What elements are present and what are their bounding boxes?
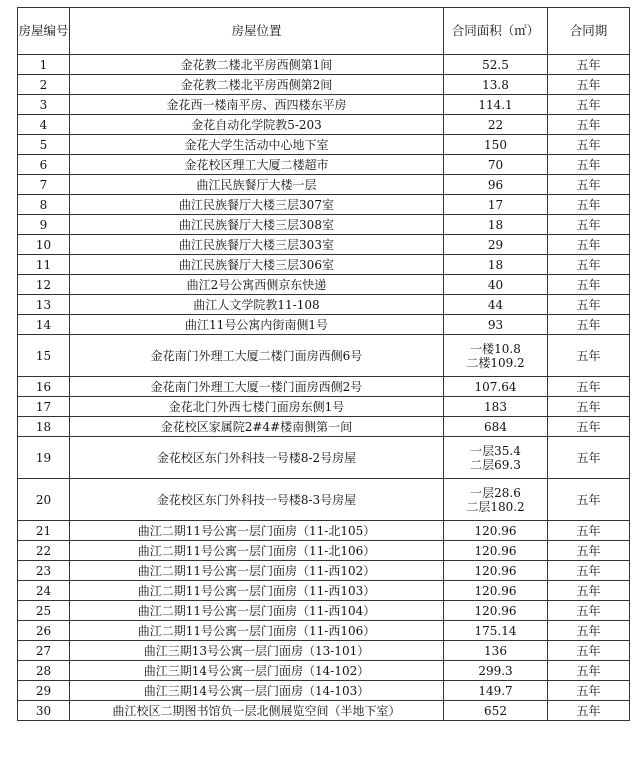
table-row bbox=[18, 135, 630, 155]
cell-room-location: 金花大学生活动中心地下室 bbox=[70, 135, 444, 155]
cell-contract-term: 五年 bbox=[548, 661, 630, 681]
cell-contract-area bbox=[444, 175, 548, 195]
cell-room-number: 19 bbox=[18, 437, 70, 479]
table-row bbox=[18, 235, 630, 255]
area-value: 一层28.6 bbox=[470, 485, 521, 500]
table-row bbox=[18, 437, 630, 479]
area-value: 299.3 bbox=[478, 663, 513, 678]
cell-contract-term: 五年 bbox=[548, 335, 630, 377]
table-body bbox=[18, 55, 630, 721]
cell-room-number: 25 bbox=[18, 601, 70, 621]
cell-room-number: 2 bbox=[18, 75, 70, 95]
cell-room-location: 金花南门外理工大厦一楼门面房西侧2号 bbox=[70, 377, 444, 397]
cell-room-location: 曲江民族餐厅大楼三层303室 bbox=[70, 235, 444, 255]
table-row bbox=[18, 295, 630, 315]
area-value: 149.7 bbox=[478, 683, 513, 698]
table-row bbox=[18, 581, 630, 601]
cell-contract-term: 五年 bbox=[548, 275, 630, 295]
cell-contract-term: 五年 bbox=[548, 541, 630, 561]
cell-contract-term: 五年 bbox=[548, 95, 630, 115]
cell-contract-area bbox=[444, 235, 548, 255]
cell-room-number: 24 bbox=[18, 581, 70, 601]
area-value: 93 bbox=[487, 317, 504, 332]
cell-room-number: 12 bbox=[18, 275, 70, 295]
lease-table bbox=[17, 7, 630, 721]
cell-contract-term: 五年 bbox=[548, 175, 630, 195]
cell-room-number: 15 bbox=[18, 335, 70, 377]
table-row bbox=[18, 75, 630, 95]
cell-contract-area bbox=[444, 541, 548, 561]
cell-contract-term: 五年 bbox=[548, 235, 630, 255]
table-row bbox=[18, 621, 630, 641]
cell-contract-term: 五年 bbox=[548, 255, 630, 275]
cell-room-location: 曲江人文学院教11-108 bbox=[70, 295, 444, 315]
area-value: 44 bbox=[487, 297, 504, 312]
cell-contract-area bbox=[444, 661, 548, 681]
cell-contract-area bbox=[444, 479, 548, 521]
cell-room-location: 曲江二期11号公寓一层门面房（11-西102） bbox=[70, 561, 444, 581]
cell-contract-term: 五年 bbox=[548, 681, 630, 701]
table-row bbox=[18, 95, 630, 115]
cell-contract-term: 五年 bbox=[548, 641, 630, 661]
cell-room-number: 27 bbox=[18, 641, 70, 661]
cell-room-number: 20 bbox=[18, 479, 70, 521]
table-row bbox=[18, 701, 630, 721]
cell-room-number: 3 bbox=[18, 95, 70, 115]
cell-contract-area bbox=[444, 561, 548, 581]
cell-contract-term: 五年 bbox=[548, 215, 630, 235]
cell-contract-term: 五年 bbox=[548, 437, 630, 479]
cell-contract-area bbox=[444, 701, 548, 721]
header-room-location: 房屋位置 bbox=[70, 8, 444, 55]
table-row bbox=[18, 561, 630, 581]
area-value: 29 bbox=[487, 237, 504, 252]
cell-room-number: 29 bbox=[18, 681, 70, 701]
table-row bbox=[18, 397, 630, 417]
cell-contract-term: 五年 bbox=[548, 561, 630, 581]
area-value: 一层35.4 bbox=[470, 443, 521, 458]
cell-room-location: 曲江民族餐厅大楼三层307室 bbox=[70, 195, 444, 215]
cell-room-number: 21 bbox=[18, 521, 70, 541]
cell-room-number: 8 bbox=[18, 195, 70, 215]
cell-room-location: 曲江校区二期图书馆负一层北侧展览空间（半地下室） bbox=[70, 701, 444, 721]
area-value: 17 bbox=[487, 197, 504, 212]
cell-contract-area bbox=[444, 581, 548, 601]
cell-room-number: 7 bbox=[18, 175, 70, 195]
table-row bbox=[18, 661, 630, 681]
cell-contract-area bbox=[444, 417, 548, 437]
cell-room-location: 金花西一楼南平房、西四楼东平房 bbox=[70, 95, 444, 115]
cell-contract-term: 五年 bbox=[548, 601, 630, 621]
table-row bbox=[18, 377, 630, 397]
cell-contract-area bbox=[444, 377, 548, 397]
table-row bbox=[18, 175, 630, 195]
cell-contract-area bbox=[444, 215, 548, 235]
area-value: 175.14 bbox=[474, 623, 517, 638]
cell-room-number: 13 bbox=[18, 295, 70, 315]
area-value: 二层69.3 bbox=[470, 457, 521, 472]
cell-room-number: 9 bbox=[18, 215, 70, 235]
area-value: 684 bbox=[484, 419, 507, 434]
cell-contract-area bbox=[444, 397, 548, 417]
area-value: 120.96 bbox=[474, 583, 517, 598]
cell-room-location: 金花北门外西七楼门面房东侧1号 bbox=[70, 397, 444, 417]
area-value: 120.96 bbox=[474, 563, 517, 578]
cell-room-location: 金花教二楼北平房西侧第2间 bbox=[70, 75, 444, 95]
cell-contract-term: 五年 bbox=[548, 115, 630, 135]
cell-room-location: 曲江二期11号公寓一层门面房（11-北105） bbox=[70, 521, 444, 541]
table-row bbox=[18, 275, 630, 295]
cell-room-location: 曲江二期11号公寓一层门面房（11-西106） bbox=[70, 621, 444, 641]
cell-room-number: 23 bbox=[18, 561, 70, 581]
table-row bbox=[18, 195, 630, 215]
cell-contract-term: 五年 bbox=[548, 397, 630, 417]
table-row bbox=[18, 417, 630, 437]
table-header-row bbox=[18, 8, 630, 55]
cell-room-location: 金花南门外理工大厦二楼门面房西侧6号 bbox=[70, 335, 444, 377]
table-row bbox=[18, 335, 630, 377]
header-contract-area: 合同面积（㎡） bbox=[444, 8, 548, 55]
cell-room-number: 6 bbox=[18, 155, 70, 175]
table-row bbox=[18, 541, 630, 561]
cell-room-location: 曲江三期14号公寓一层门面房（14-103） bbox=[70, 681, 444, 701]
cell-contract-term: 五年 bbox=[548, 155, 630, 175]
cell-room-location: 金花校区东门外科技一号楼8-2号房屋 bbox=[70, 437, 444, 479]
table-row bbox=[18, 479, 630, 521]
table-row bbox=[18, 521, 630, 541]
area-value: 183 bbox=[484, 399, 507, 414]
area-value: 120.96 bbox=[474, 543, 517, 558]
cell-contract-area bbox=[444, 437, 548, 479]
cell-contract-term: 五年 bbox=[548, 55, 630, 75]
table-row bbox=[18, 115, 630, 135]
cell-room-number: 14 bbox=[18, 315, 70, 335]
cell-contract-area bbox=[444, 295, 548, 315]
cell-contract-term: 五年 bbox=[548, 377, 630, 397]
area-value: 40 bbox=[487, 277, 504, 292]
cell-room-number: 11 bbox=[18, 255, 70, 275]
cell-room-number: 16 bbox=[18, 377, 70, 397]
area-value: 13.8 bbox=[482, 77, 509, 92]
cell-room-number: 1 bbox=[18, 55, 70, 75]
area-value: 120.96 bbox=[474, 603, 517, 618]
cell-contract-area bbox=[444, 315, 548, 335]
cell-contract-term: 五年 bbox=[548, 701, 630, 721]
area-value: 136 bbox=[484, 643, 507, 658]
cell-room-location: 曲江民族餐厅大楼三层308室 bbox=[70, 215, 444, 235]
cell-room-location: 曲江二期11号公寓一层门面房（11-西103） bbox=[70, 581, 444, 601]
cell-room-location: 金花自动化学院教5-203 bbox=[70, 115, 444, 135]
cell-room-location: 曲江二期11号公寓一层门面房（11-北106） bbox=[70, 541, 444, 561]
cell-contract-term: 五年 bbox=[548, 621, 630, 641]
table-row bbox=[18, 215, 630, 235]
cell-room-location: 曲江2号公寓西侧京东快递 bbox=[70, 275, 444, 295]
area-value: 114.1 bbox=[478, 97, 513, 112]
cell-contract-term: 五年 bbox=[548, 581, 630, 601]
cell-contract-area bbox=[444, 681, 548, 701]
cell-room-number: 10 bbox=[18, 235, 70, 255]
cell-room-location: 金花教二楼北平房西侧第1间 bbox=[70, 55, 444, 75]
cell-room-number: 18 bbox=[18, 417, 70, 437]
cell-room-location: 曲江民族餐厅大楼三层306室 bbox=[70, 255, 444, 275]
area-value: 一楼10.8 bbox=[470, 341, 521, 356]
cell-contract-area bbox=[444, 601, 548, 621]
cell-contract-area bbox=[444, 335, 548, 377]
cell-contract-area bbox=[444, 95, 548, 115]
table-row bbox=[18, 255, 630, 275]
cell-room-number: 30 bbox=[18, 701, 70, 721]
cell-contract-term: 五年 bbox=[548, 195, 630, 215]
area-value: 52.5 bbox=[482, 57, 509, 72]
area-value: 107.64 bbox=[474, 379, 517, 394]
area-value: 18 bbox=[487, 217, 504, 232]
area-value: 96 bbox=[487, 177, 504, 192]
cell-room-location: 曲江三期14号公寓一层门面房（14-102） bbox=[70, 661, 444, 681]
cell-room-number: 4 bbox=[18, 115, 70, 135]
cell-room-location: 曲江民族餐厅大楼一层 bbox=[70, 175, 444, 195]
cell-contract-area bbox=[444, 115, 548, 135]
area-value: 150 bbox=[484, 137, 507, 152]
table-row bbox=[18, 601, 630, 621]
area-value: 二层180.2 bbox=[466, 499, 525, 514]
cell-contract-area bbox=[444, 55, 548, 75]
cell-contract-term: 五年 bbox=[548, 315, 630, 335]
cell-contract-area bbox=[444, 275, 548, 295]
cell-room-number: 17 bbox=[18, 397, 70, 417]
area-value: 120.96 bbox=[474, 523, 517, 538]
area-value: 652 bbox=[484, 703, 507, 718]
cell-contract-term: 五年 bbox=[548, 521, 630, 541]
cell-contract-term: 五年 bbox=[548, 417, 630, 437]
cell-room-location: 曲江11号公寓内街南侧1号 bbox=[70, 315, 444, 335]
area-value: 22 bbox=[487, 117, 504, 132]
cell-room-location: 曲江三期13号公寓一层门面房（13-101） bbox=[70, 641, 444, 661]
table-row bbox=[18, 315, 630, 335]
table-row bbox=[18, 155, 630, 175]
cell-room-location: 金花校区理工大厦二楼超市 bbox=[70, 155, 444, 175]
cell-contract-area bbox=[444, 641, 548, 661]
cell-contract-area bbox=[444, 255, 548, 275]
cell-contract-term: 五年 bbox=[548, 295, 630, 315]
cell-contract-area bbox=[444, 135, 548, 155]
cell-room-location: 金花校区家属院2#4#楼南侧第一间 bbox=[70, 417, 444, 437]
header-contract-term: 合同期 bbox=[548, 8, 630, 55]
cell-room-number: 26 bbox=[18, 621, 70, 641]
cell-contract-term: 五年 bbox=[548, 479, 630, 521]
area-value: 18 bbox=[487, 257, 504, 272]
cell-room-location: 曲江二期11号公寓一层门面房（11-西104） bbox=[70, 601, 444, 621]
header-room-number: 房屋编号 bbox=[18, 8, 70, 55]
cell-contract-term: 五年 bbox=[548, 135, 630, 155]
cell-room-number: 5 bbox=[18, 135, 70, 155]
cell-contract-area bbox=[444, 521, 548, 541]
cell-contract-term: 五年 bbox=[548, 75, 630, 95]
cell-room-location: 金花校区东门外科技一号楼8-3号房屋 bbox=[70, 479, 444, 521]
table-row bbox=[18, 641, 630, 661]
table-row bbox=[18, 55, 630, 75]
cell-contract-area bbox=[444, 195, 548, 215]
cell-room-number: 22 bbox=[18, 541, 70, 561]
cell-room-number: 28 bbox=[18, 661, 70, 681]
cell-contract-area bbox=[444, 621, 548, 641]
area-value: 二楼109.2 bbox=[466, 355, 525, 370]
area-value: 70 bbox=[487, 157, 504, 172]
table-row bbox=[18, 681, 630, 701]
cell-contract-area bbox=[444, 75, 548, 95]
cell-contract-area bbox=[444, 155, 548, 175]
